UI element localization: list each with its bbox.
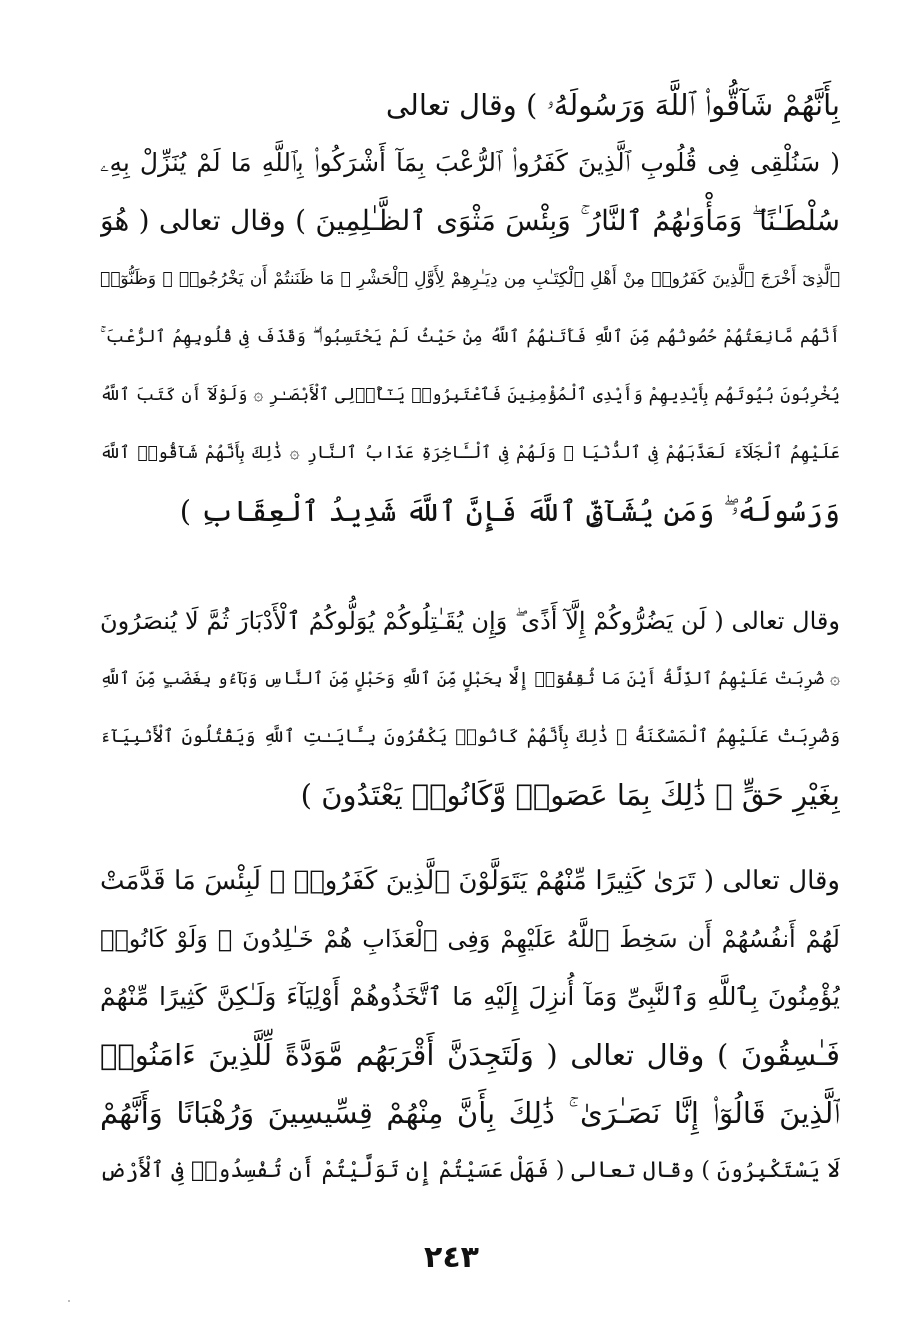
text-line: لَهُمْ أَنفُسُهُمْ أَن سَخِطَ ٱللَّهُ عَلَيْهِمْ وَفِى ٱلْعَذَابِ هُمْ خَـٰلِدُونَ ۞ وَلَوْ كَانُوا۟: [100, 925, 840, 953]
text-line: وقال تعالى ( تَرَىٰ كَثِيرًا مِّنْهُمْ يَتَوَلَّوْنَ ٱلَّذِينَ كَفَرُوا۟ ۚ لَبِئْسَ مَا قَدَّمَتْ: [100, 866, 840, 896]
page-number: ٢٤٣: [424, 1240, 479, 1275]
text-line: ( سَنُلْقِى فِى قُلُوبِ ٱلَّذِينَ كَفَرُوا۟ ٱلرُّعْبَ بِمَآ أَشْرَكُوا۟ بِٱللَّهِ مَا لَمْ يُنَزِّلْ بِهِۦ: [100, 148, 840, 177]
text-line: وَرَسُولَهُۥ ۖ وَمَن يُشَآقِّ ٱللَّهَ فَإِنَّ ٱللَّهَ شَدِيدُ ٱلْعِقَابِ ): [179, 494, 840, 528]
text-line: لَا يَسْتَكْبِرُونَ ) وقال تعالى ( فَهَلْ عَسَيْتُمْ إِن تَوَلَّيْتُمْ أَن تُفْسِدُوا۟ فِى ٱلْأَرْضِ: [100, 1158, 840, 1183]
text-line: عَلَيْهِمُ ٱلْجَلَآءَ لَعَذَّبَهُمْ فِى ٱلدُّنْيَا ۖ وَلَهُمْ فِى ٱلْـَٔاخِرَةِ عَذَابُ ٱلنَّارِ ۞ ذَٰلِكَ بِأَنَّهُمْ شَآقُّوا۟ ٱللَّهَ: [100, 443, 840, 463]
paragraph-3: [100, 852, 840, 1200]
text-line: أَنَّهُم مَّانِعَتُهُمْ حُصُونُهُم مِّنَ ٱللَّهِ فَأَتَىٰهُمُ ٱللَّهُ مِنْ حَيْثُ لَمْ يَحْتَسِبُوا۟ ۖ وَقَذَفَ فِى قُلُوبِهِمُ ٱلرُّعْبَ ۚ: [100, 327, 840, 347]
text-line: ۞ ضُرِبَتْ عَلَيْهِمُ ٱلذِّلَّةُ أَيْنَ مَا ثُقِفُوٓا۟ إِلَّا بِحَبْلٍ مِّنَ ٱللَّهِ وَحَبْلٍ مِّنَ ٱلنَّاسِ وَبَآءُو بِغَضَبٍ مِّنَ ٱللَّهِ: [100, 669, 840, 689]
text-line: سُلْطَـٰنًا ۖ وَمَأْوَىٰهُمُ ٱلنَّارُ ۚ وَبِئْسَ مَثْوَى ٱلظَّـٰلِمِينَ ) وقال تعالى ( هُوَ: [100, 204, 840, 237]
text-line: يُخْرِبُونَ بُيُوتَهُم بِأَيْدِيهِمْ وَأَيْدِى ٱلْمُؤْمِنِينَ فَٱعْتَبِرُوا۟ يَـٰٓأُو۟لِى ٱلْأَبْصَـٰرِ ۞ وَلَوْلَآ أَن كَتَبَ ٱللَّهُ: [100, 385, 840, 405]
text-line: ٱلَّذِىٓ أَخْرَجَ ٱلَّذِينَ كَفَرُوا۟ مِنْ أَهْلِ ٱلْكِتَـٰبِ مِن دِيَـٰرِهِمْ لِأَوَّلِ ٱلْحَشْرِ ۚ مَا ظَنَنتُمْ أَن يَخْرُجُوا۟ ۖ وَظَنُّوٓا۟: [100, 269, 840, 289]
text-line: يُؤْمِنُونَ بِٱللَّهِ وَٱلنَّبِىِّ وَمَآ أُنزِلَ إِلَيْهِ مَا ٱتَّخَذُوهُمْ أَوْلِيَآءَ وَلَـٰكِنَّ كَثِيرًا مِّنْهُمْ: [100, 982, 840, 1011]
text-line: فَـٰسِقُونَ ) وقال تعالى ( وَلَتَجِدَنَّ أَقْرَبَهُم مَّوَدَّةً لِّلَّذِينَ ءَامَنُوا۟: [100, 1038, 840, 1072]
paragraph-1: [100, 76, 840, 540]
text-line: وَضُرِبَتْ عَلَيْهِمُ ٱلْمَسْكَنَةُ ۚ ذَٰلِكَ بِأَنَّهُمْ كَانُوا۟ يَكْفُرُونَ بِـَٔايَـٰتِ ٱللَّهِ وَيَقْتُلُونَ ٱلْأَنۢبِيَآءَ: [100, 726, 840, 747]
text-line: بِأَنَّهُمْ شَآقُّوا۟ ٱللَّهَ وَرَسُولَهُۥ ) وقال تعالى: [385, 88, 840, 122]
scan-speck: [68, 1300, 70, 1302]
text-line: وقال تعالى ( لَن يَضُرُّوكُمْ إِلَّآ أَذًى ۖ وَإِن يُقَـٰتِلُوكُمْ يُوَلُّوكُمُ ٱلْأَدْبَارَ ثُمَّ لَا يُنصَرُونَ: [100, 607, 840, 635]
paragraph-2: [100, 592, 840, 824]
text-line: بِغَيْرِ حَقٍّ ۚ ذَٰلِكَ بِمَا عَصَوا۟ وَّكَانُوا۟ يَعْتَدُونَ ): [300, 778, 840, 812]
text-line: ٱلَّذِينَ قَالُوٓا۟ إِنَّا نَصَـٰرَىٰ ۚ ذَٰلِكَ بِأَنَّ مِنْهُمْ قِسِّيسِينَ وَرُهْبَانًا وَأَنَّهُمْ: [100, 1096, 840, 1130]
